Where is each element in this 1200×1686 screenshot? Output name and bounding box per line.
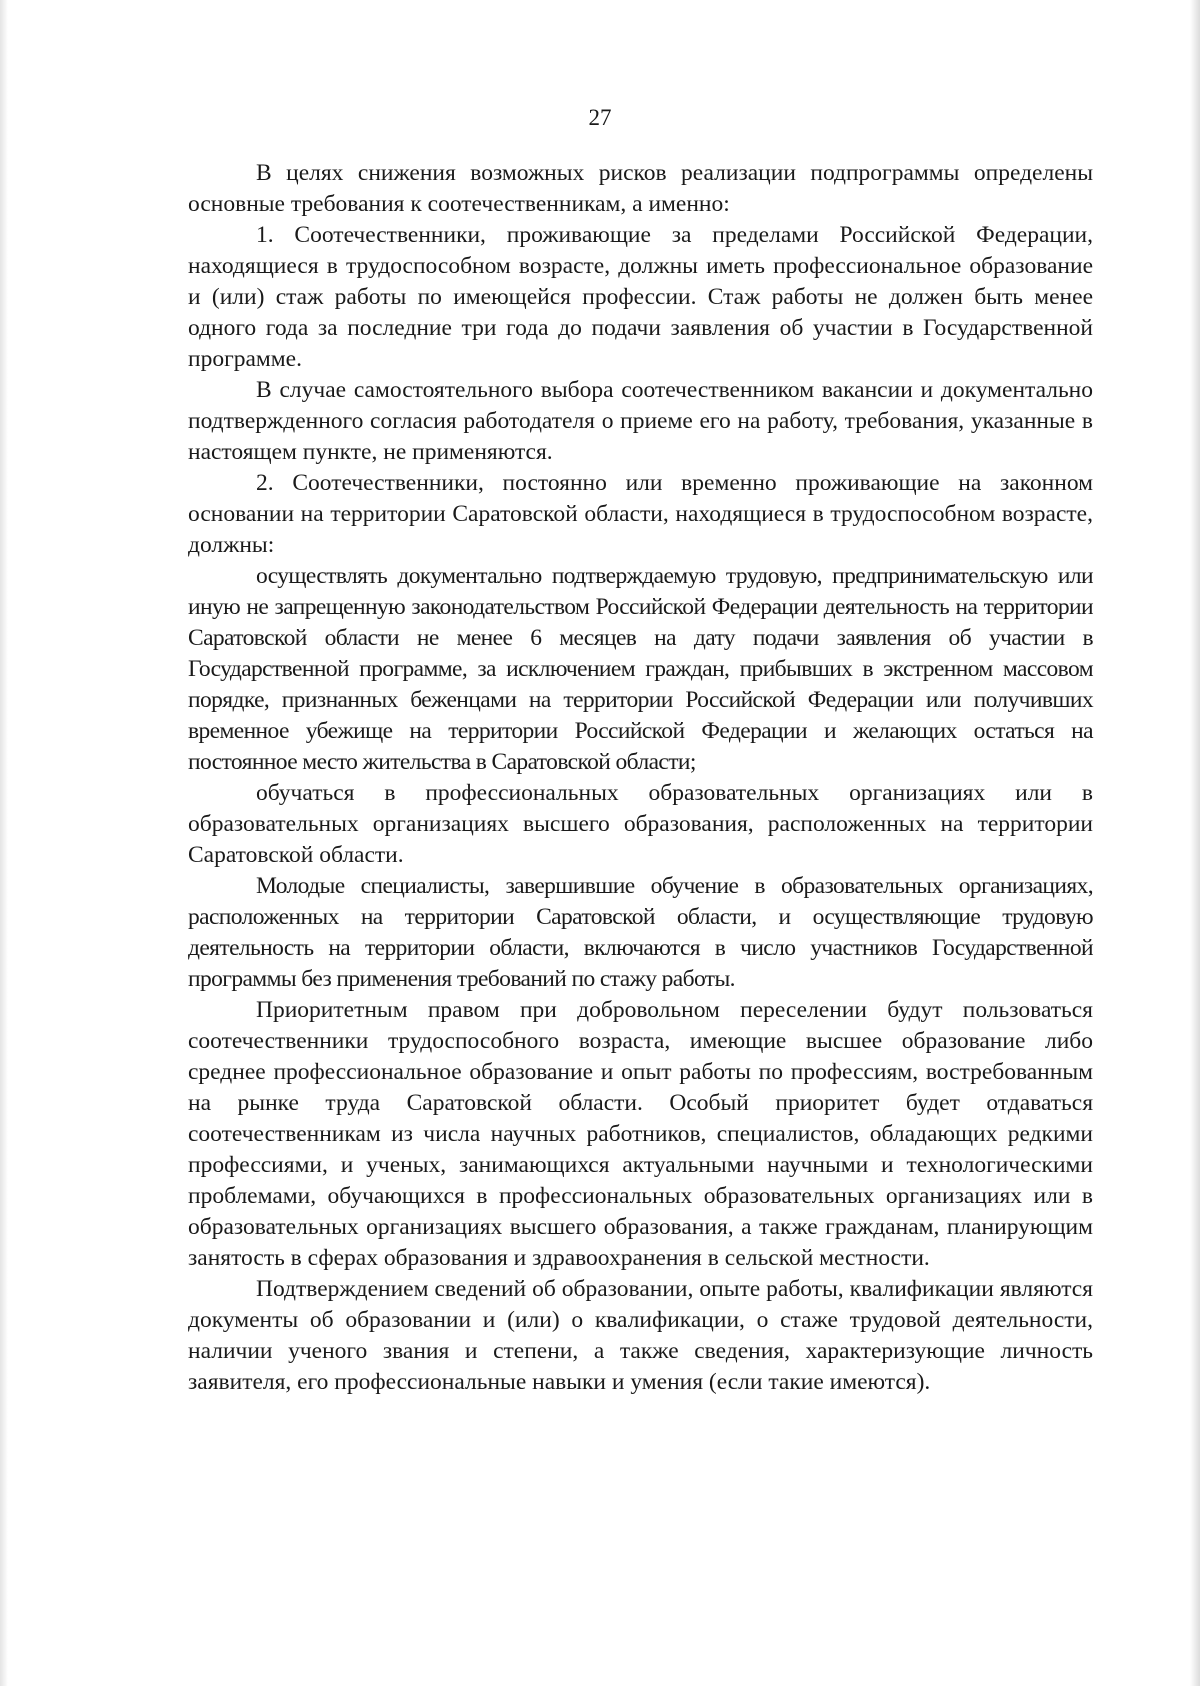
paragraph-requirement-2: 2. Соотечественники, постоянно или временно проживающие на законном основании на территории Саратовской области, находящиеся в трудоспособном возрасте, должны: — [188, 470, 1093, 558]
paragraph-work-activity: осуществлять документально подтверждаемую трудовую, предпринимательскую или иную не запрещенную законодательством Российской Федерации деятельность на территории Саратовской области не менее 6 месяцев на дату подачи заявления об участии в Государственной программе, за исключением граждан, прибывших в экстренном массовом порядке, признанных беженцами на территории Российской Федерации или получивших временное убежище на территории Российской Федерации и желающих остаться на постоянное место жительства в Саратовской области; — [188, 563, 1093, 775]
document-body — [188, 158, 1093, 1398]
scan-right-edge — [1190, 0, 1200, 1686]
paragraph-priority: Приоритетным правом при добровольном переселении будут пользоваться соотечественники трудоспособного возраста, имеющие высшее образование либо среднее профессиональное образование и опыт работы по профессиям, востребованным на рынке труда Саратовской области. Особый приоритет будет отдаваться соотечественникам из числа научных работников, специалистов, обладающих редкими профессиями, и ученых, занимающихся актуальными научными и технологическими проблемами, обучающихся в профессиональных образовательных организациях или в образовательных организациях высшего образования, а также гражданам, планирующим занятость в сферах образования и здравоохранения в сельской местности. — [188, 997, 1093, 1271]
paragraph-requirement-1: 1. Соотечественники, проживающие за пределами Российской Федерации, находящиеся в трудоспособном возрасте, должны иметь профессиональное образование и (или) стаж работы по имеющейся профессии. Стаж работы не должен быть менее одного года за последние три года до подачи заявления об участии в Государственной программе. — [188, 222, 1093, 372]
paragraph-intro: В целях снижения возможных рисков реализации подпрограммы определены основные требования к соотечественникам, а именно: — [188, 160, 1093, 217]
paragraph-confirmation: Подтверждением сведений об образовании, опыте работы, квалификации являются документы об образовании и (или) о квалификации, о стаже трудовой деятельности, наличии ученого звания и степени, а также сведения, характеризующие личность заявителя, его профессиональные навыки и умения (если такие имеются). — [188, 1276, 1093, 1395]
scan-left-edge — [0, 0, 8, 1686]
page-number: 27 — [588, 105, 612, 130]
paragraph-study: обучаться в профессиональных образовательных организациях или в образовательных организациях высшего образования, расположенных на территории Саратовской области. — [188, 780, 1093, 868]
paragraph-young-specialists: Молодые специалисты, завершившие обучение в образовательных организациях, расположенных на территории Саратовской области, и осуществляющие трудовую деятельность на территории области, включаются в число участников Государственной программы без применения требований по стажу работы. — [188, 873, 1093, 992]
paragraph-vacancy-exception: В случае самостоятельного выбора соотечественником вакансии и документально подтвержденного согласия работодателя о приеме его на работу, требования, указанные в настоящем пункте, не применяются. — [188, 377, 1093, 465]
